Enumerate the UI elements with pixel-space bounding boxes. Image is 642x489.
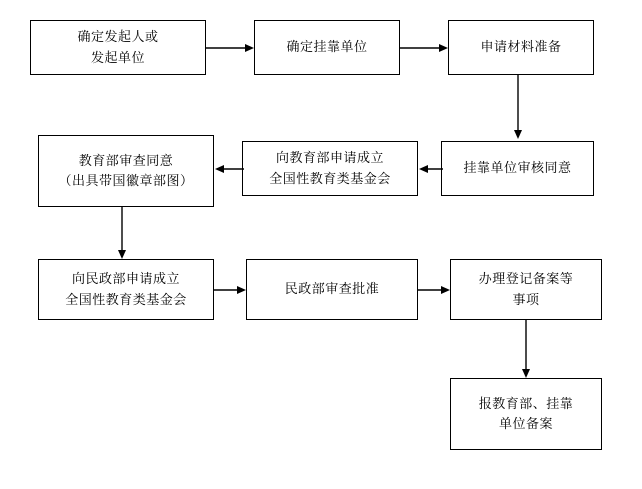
arrow-node3-to-node4 — [508, 75, 528, 141]
arrow-node8-to-node9 — [418, 280, 452, 300]
flow-node-2-line-1: 确定挂靠单位 — [286, 39, 368, 55]
flow-node-3[interactable] — [448, 20, 594, 75]
flow-node-7-line-1: 向民政部申请成立 — [71, 271, 180, 287]
flow-node-8[interactable] — [246, 259, 418, 320]
flow-node-6-line-1: 教育部审查同意 — [78, 152, 174, 168]
flow-node-5-line-2: 全国性教育类基金会 — [269, 170, 391, 186]
flow-node-5-line-1: 向教育部申请成立 — [275, 150, 384, 166]
flow-node-7[interactable] — [38, 259, 214, 320]
flow-node-1[interactable] — [30, 20, 206, 75]
flow-node-9[interactable] — [450, 259, 602, 320]
flow-node-10[interactable] — [450, 378, 602, 450]
flow-node-5[interactable] — [242, 141, 418, 196]
flow-node-1-line-2: 发起单位 — [90, 49, 145, 65]
flow-node-10-line-2: 单位备案 — [498, 416, 553, 431]
flow-node-4[interactable] — [441, 141, 594, 196]
flow-node-9-line-2: 事项 — [512, 291, 540, 307]
arrow-node9-to-node10 — [516, 320, 536, 380]
flow-node-9-line-1: 办理登记备案等 — [478, 271, 574, 287]
flow-node-4-line-1: 挂靠单位审核同意 — [463, 160, 572, 176]
flow-node-3-line-1: 申请材料准备 — [480, 39, 562, 55]
flow-node-2[interactable] — [254, 20, 400, 75]
flow-node-10-line-1: 报教育部、挂靠 — [478, 395, 574, 411]
arrow-node2-to-node3 — [400, 38, 450, 58]
arrow-node7-to-node8 — [214, 280, 248, 300]
arrow-node4-to-node5 — [418, 159, 443, 179]
flow-node-8-line-1: 民政部审查批准 — [284, 281, 380, 297]
flow-node-7-line-2: 全国性教育类基金会 — [65, 291, 187, 307]
arrow-node1-to-node2 — [206, 38, 256, 58]
flow-node-1-line-1: 确定发起人或 — [77, 29, 159, 45]
flow-node-6-line-2: （出具带国徽章部图） — [58, 173, 194, 188]
arrow-node6-to-node7 — [112, 207, 132, 261]
flow-node-6[interactable] — [38, 135, 214, 207]
arrow-node5-to-node6 — [214, 159, 244, 179]
